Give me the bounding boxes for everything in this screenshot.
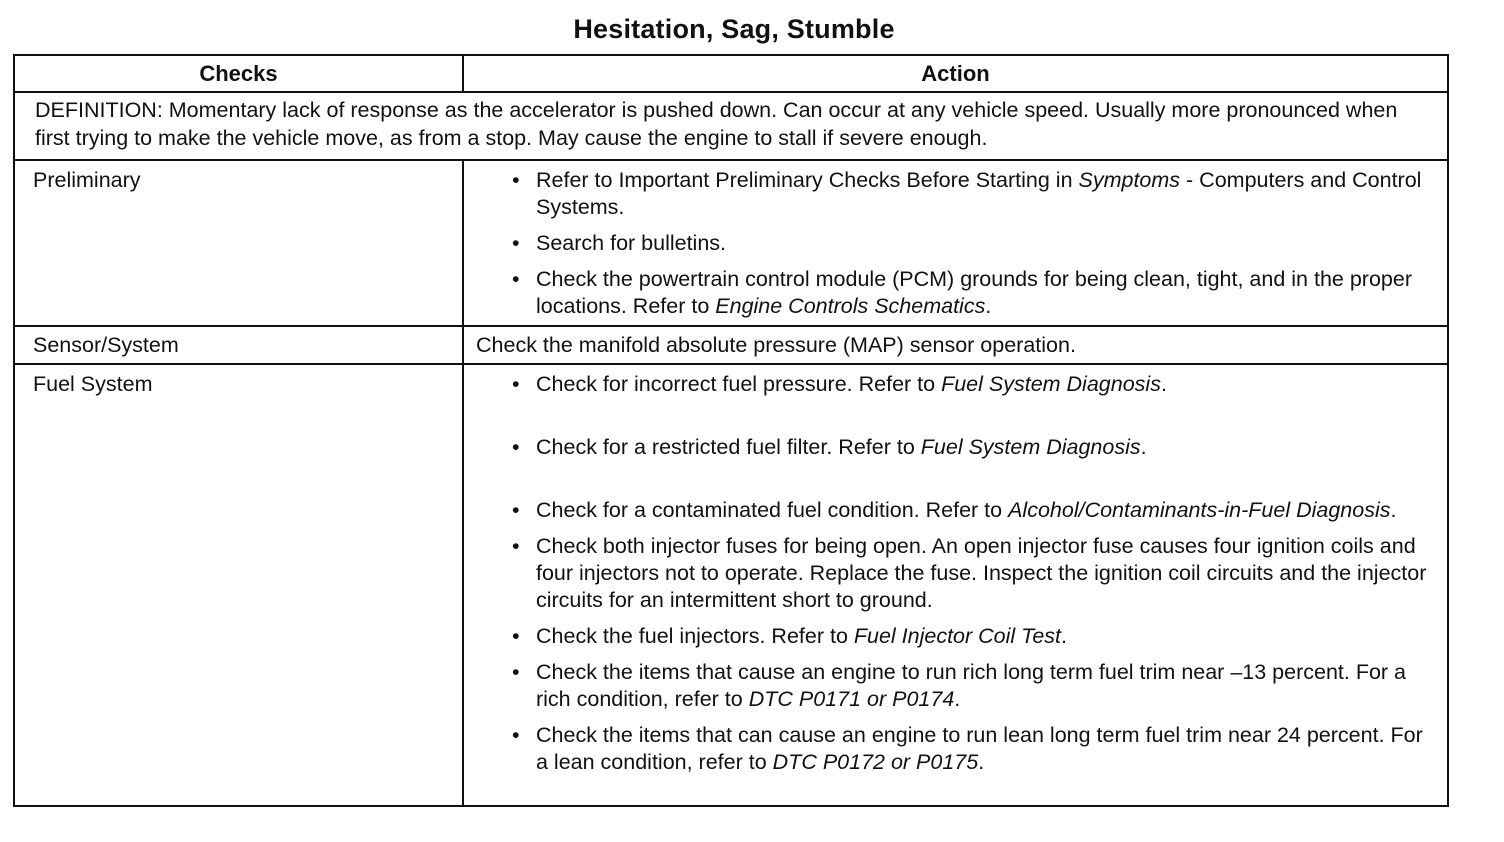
definition-text: DEFINITION: Momentary lack of response as the accelerator is pushed down. Can occur at any vehicle speed. Usually more pronounced when first trying to make the vehicle move, as from a stop. May cause the engine to stall if severe enough.: [35, 98, 1398, 150]
action-fuel-system: [464, 365, 1447, 805]
diagnostic-table: [13, 54, 1449, 807]
list-item: • Check for a restricted fuel filter. Refer to Fuel System Diagnosis.: [512, 434, 1435, 461]
page-title: Hesitation, Sag, Stumble: [573, 14, 895, 44]
check-fuel-system: Fuel System: [15, 365, 464, 805]
list-item: • Check both injector fuses for being open. An open injector fuse causes four ignition coils and four injectors not to operate. Replace the fuse. Inspect the ignition coil circuits and the injector circuits for an intermittent short to ground.: [512, 533, 1435, 614]
list-item: • Check the items that can cause an engine to run lean long term fuel trim near 24 percent. For a lean condition, refer to DTC P0172 or P0175.: [512, 722, 1435, 776]
list-item: • Refer to Important Preliminary Checks Before Starting in Symptoms - Computers and Control Systems.: [512, 167, 1435, 221]
table-row: [15, 365, 1447, 805]
table-row: [15, 327, 1447, 365]
list-item: • Check the powertrain control module (PCM) grounds for being clean, tight, and in the proper locations. Refer to Engine Controls Schematics.: [512, 266, 1435, 320]
checks-column-header: Checks: [15, 56, 464, 91]
action-preliminary: [464, 161, 1447, 325]
action-sensor-system: Check the manifold absolute pressure (MAP) sensor operation.: [476, 333, 1076, 357]
list-item: • Check the items that cause an engine to run rich long term fuel trim near –13 percent. For a rich condition, refer to DTC P0171 or P0174.: [512, 659, 1435, 713]
action-column-header: Action: [921, 60, 990, 86]
definition-row: [15, 93, 1447, 161]
list-item: • Search for bulletins.: [512, 230, 1435, 257]
list-item: • Check the fuel injectors. Refer to Fuel Injector Coil Test.: [512, 623, 1435, 650]
list-item: • Check for incorrect fuel pressure. Refer to Fuel System Diagnosis.: [512, 371, 1435, 398]
table-row: [15, 161, 1447, 327]
table-header-row: [15, 56, 1447, 93]
check-sensor-system: Sensor/System: [15, 327, 464, 363]
list-item: • Check for a contaminated fuel condition. Refer to Alcohol/Contaminants-in-Fuel Diagnosis.: [512, 497, 1435, 524]
check-preliminary: Preliminary: [15, 161, 464, 325]
